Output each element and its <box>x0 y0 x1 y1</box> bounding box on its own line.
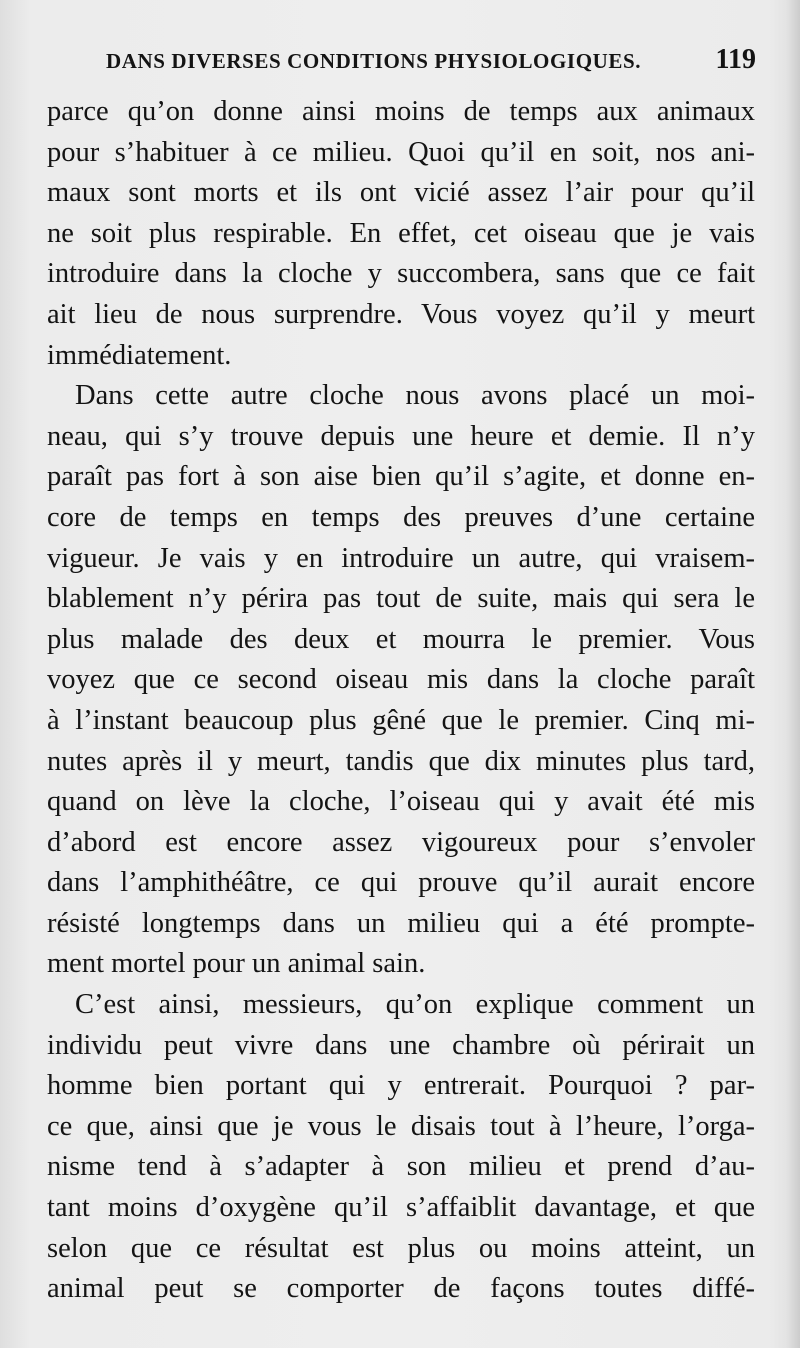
text-line: individu peut vivre dans une chambre où périrait un <box>47 1029 755 1061</box>
text-line: d’abord est encore assez vigoureux pour s’envoler <box>47 826 755 858</box>
text-line: dans l’amphithéâtre, ce qui prouve qu’il aurait encore <box>47 867 755 899</box>
text-line: voyez que ce second oiseau mis dans la cloche paraît <box>47 664 755 696</box>
text-line: résisté longtemps dans un milieu qui a été prompte- <box>47 907 755 939</box>
text-line: neau, qui s’y trouve depuis une heure et demie. Il n’y <box>47 420 755 452</box>
running-title: DANS DIVERSES CONDITIONS PHYSIOLOGIQUES. <box>106 49 642 73</box>
text-line: C’est ainsi, messieurs, qu’on explique comment un <box>75 989 755 1021</box>
text-line: immédiatement. <box>47 339 232 371</box>
text-line: paraît pas fort à son aise bien qu’il s’agite, et donne en- <box>47 461 755 493</box>
text-line: vigueur. Je vais y en introduire un autre, qui vraisem- <box>47 542 755 574</box>
text-line: blablement n’y périra pas tout de suite, mais qui sera le <box>47 583 755 615</box>
body-text <box>47 92 755 1310</box>
text-line: ment mortel pour un animal sain. <box>47 948 426 980</box>
page-edge-shadow <box>786 0 800 1348</box>
text-line: Dans cette autre cloche nous avons placé un moi- <box>75 380 755 412</box>
page-number: 119 <box>715 44 756 75</box>
text-line: core de temps en temps des preuves d’une certaine <box>47 501 755 533</box>
text-line: selon que ce résultat est plus ou moins atteint, un <box>47 1232 755 1264</box>
text-line: ait lieu de nous surprendre. Vous voyez qu’il y meurt <box>47 298 755 330</box>
text-line: nisme tend à s’adapter à son milieu et prend d’au- <box>47 1151 755 1183</box>
text-line: ne soit plus respirable. En effet, cet oiseau que je vais <box>47 217 755 249</box>
text-line: quand on lève la cloche, l’oiseau qui y avait été mis <box>47 786 755 818</box>
text-line: animal peut se comporter de façons toutes diffé- <box>47 1273 755 1305</box>
text-line: tant moins d’oxygène qu’il s’affaiblit davantage, et que <box>47 1192 755 1224</box>
text-line: ce que, ainsi que je vous le disais tout à l’heure, l’orga- <box>47 1110 755 1142</box>
text-line: homme bien portant qui y entrerait. Pourquoi ? par- <box>47 1070 755 1102</box>
text-line: introduire dans la cloche y succombera, sans que ce fait <box>47 258 755 290</box>
text-line: pour s’habituer à ce milieu. Quoi qu’il en soit, nos ani- <box>47 136 755 168</box>
text-line: parce qu’on donne ainsi moins de temps aux animaux <box>47 96 755 127</box>
text-line: nutes après il y meurt, tandis que dix minutes plus tard, <box>47 745 755 777</box>
text-line: plus malade des deux et mourra le premier. Vous <box>47 623 755 655</box>
text-line: maux sont morts et ils ont vicié assez l’air pour qu’il <box>47 177 755 209</box>
running-header <box>106 44 756 78</box>
text-line: à l’instant beaucoup plus gêné que le premier. Cinq mi- <box>47 704 755 736</box>
